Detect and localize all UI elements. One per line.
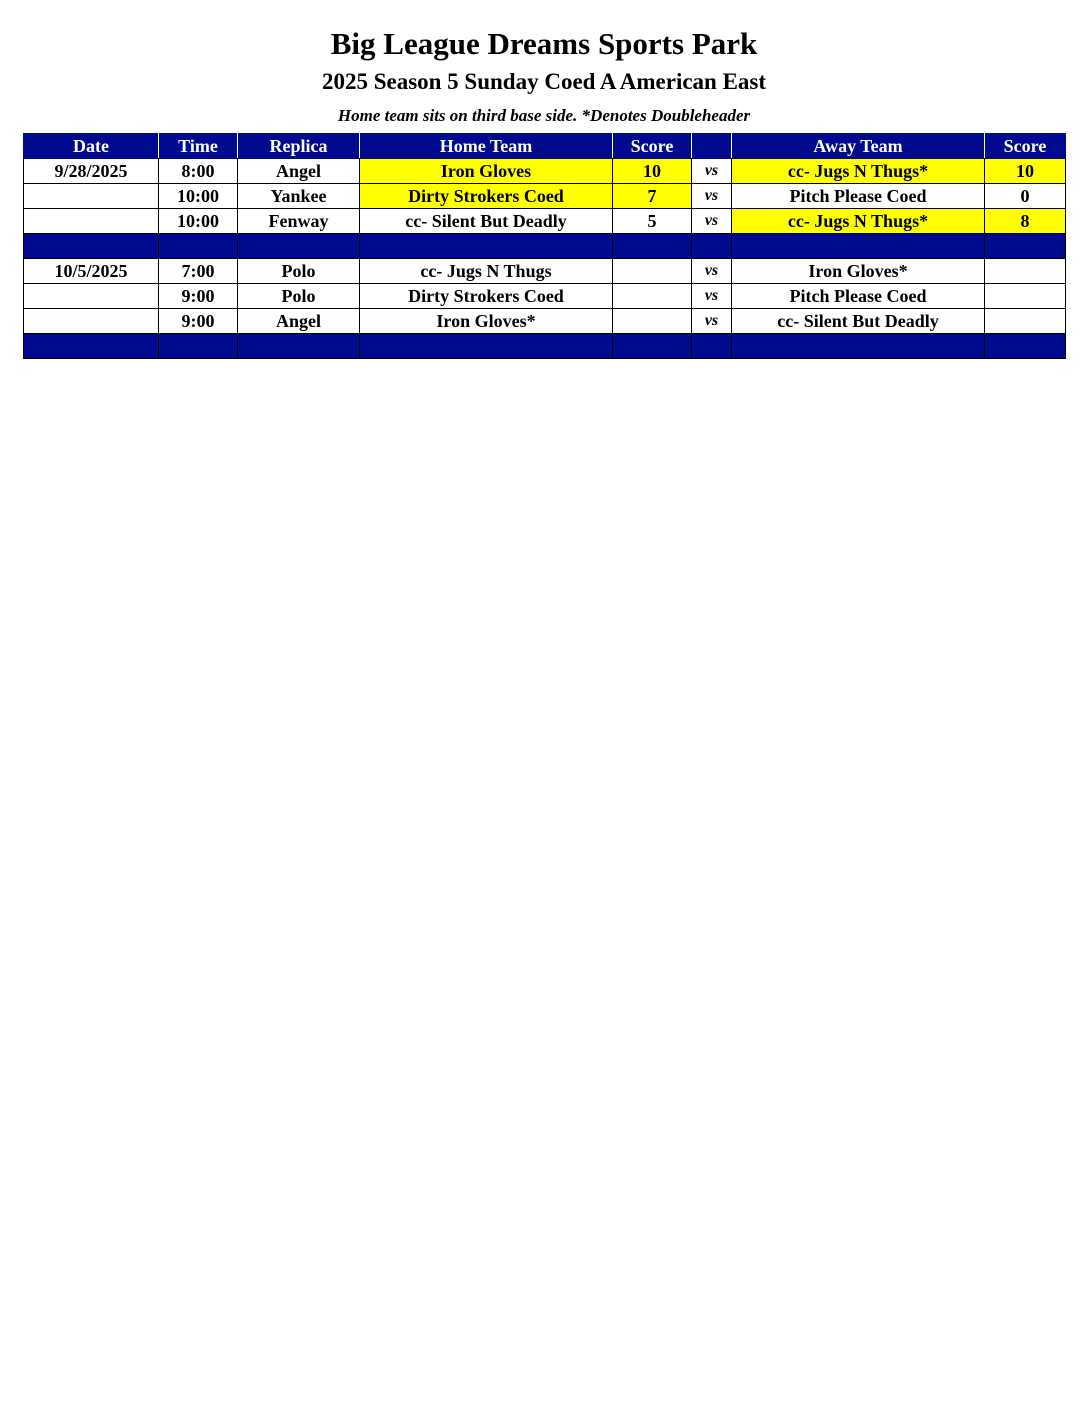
- date-cell: 10/5/2025: [24, 259, 159, 284]
- time-cell: 10:00: [159, 209, 238, 234]
- separator-cell: [985, 234, 1066, 259]
- home-team-cell: Iron Gloves*: [360, 309, 613, 334]
- table-row: [24, 159, 1066, 184]
- separator-cell: [613, 334, 692, 359]
- table-row: [24, 309, 1066, 334]
- time-cell: 7:00: [159, 259, 238, 284]
- column-header-home-team: Home Team: [360, 134, 613, 159]
- column-header-replica: Replica: [238, 134, 360, 159]
- vs-cell: vs: [692, 309, 732, 334]
- doubleheader-note: Home team sits on third base side. *Denotes Doubleheader: [337, 106, 751, 125]
- column-header-date: Date: [24, 134, 159, 159]
- column-header-time: Time: [159, 134, 238, 159]
- away-team-cell: cc- Jugs N Thugs*: [732, 159, 985, 184]
- separator-cell: [692, 234, 732, 259]
- replica-cell: Angel: [238, 309, 360, 334]
- vs-cell: vs: [692, 259, 732, 284]
- column-header-away-score: Score: [985, 134, 1066, 159]
- away-score-cell: 8: [985, 209, 1066, 234]
- separator-cell: [360, 334, 613, 359]
- away-score-cell: 10: [985, 159, 1066, 184]
- replica-cell: Polo: [238, 284, 360, 309]
- separator-cell: [360, 234, 613, 259]
- replica-cell: Fenway: [238, 209, 360, 234]
- away-team-cell: cc- Jugs N Thugs*: [732, 209, 985, 234]
- column-header-home-score: Score: [613, 134, 692, 159]
- away-team-cell: cc- Silent But Deadly: [732, 309, 985, 334]
- date-cell: [24, 209, 159, 234]
- vs-cell: vs: [692, 209, 732, 234]
- home-team-cell: cc- Silent But Deadly: [360, 209, 613, 234]
- home-team-cell: cc- Jugs N Thugs: [360, 259, 613, 284]
- date-cell: [24, 284, 159, 309]
- away-team-cell: Pitch Please Coed: [732, 284, 985, 309]
- separator-cell: [238, 334, 360, 359]
- page-title: Big League Dreams Sports Park: [330, 26, 758, 61]
- separator-cell: [613, 234, 692, 259]
- date-cell: 9/28/2025: [24, 159, 159, 184]
- time-cell: 10:00: [159, 184, 238, 209]
- home-team-cell: Dirty Strokers Coed: [360, 284, 613, 309]
- vs-cell: vs: [692, 159, 732, 184]
- away-score-cell: [985, 309, 1066, 334]
- replica-cell: Yankee: [238, 184, 360, 209]
- separator-cell: [238, 234, 360, 259]
- home-score-cell: 5: [613, 209, 692, 234]
- table-header-row: [24, 134, 1066, 159]
- table-row: [24, 184, 1066, 209]
- separator-cell: [732, 334, 985, 359]
- home-score-cell: 10: [613, 159, 692, 184]
- away-score-cell: [985, 259, 1066, 284]
- home-score-cell: [613, 259, 692, 284]
- separator-row: [24, 334, 1066, 359]
- date-cell: [24, 184, 159, 209]
- vs-cell: vs: [692, 184, 732, 209]
- time-cell: 8:00: [159, 159, 238, 184]
- home-score-cell: [613, 284, 692, 309]
- table-row: [24, 209, 1066, 234]
- time-cell: 9:00: [159, 284, 238, 309]
- away-team-cell: Pitch Please Coed: [732, 184, 985, 209]
- date-cell: [24, 309, 159, 334]
- away-team-cell: Iron Gloves*: [732, 259, 985, 284]
- home-score-cell: [613, 309, 692, 334]
- separator-row: [24, 234, 1066, 259]
- replica-cell: Polo: [238, 259, 360, 284]
- home-team-cell: Iron Gloves: [360, 159, 613, 184]
- schedule-table: [23, 133, 1066, 359]
- page-subtitle: 2025 Season 5 Sunday Coed A American East: [321, 69, 767, 94]
- separator-cell: [692, 334, 732, 359]
- separator-cell: [159, 234, 238, 259]
- separator-cell: [159, 334, 238, 359]
- separator-cell: [24, 334, 159, 359]
- home-team-cell: Dirty Strokers Coed: [360, 184, 613, 209]
- replica-cell: Angel: [238, 159, 360, 184]
- away-score-cell: 0: [985, 184, 1066, 209]
- column-header-away-team: Away Team: [732, 134, 985, 159]
- table-row: [24, 259, 1066, 284]
- vs-cell: vs: [692, 284, 732, 309]
- separator-cell: [732, 234, 985, 259]
- home-score-cell: 7: [613, 184, 692, 209]
- schedule-body: [24, 159, 1066, 359]
- separator-cell: [985, 334, 1066, 359]
- column-header-vs: [692, 134, 732, 159]
- away-score-cell: [985, 284, 1066, 309]
- separator-cell: [24, 234, 159, 259]
- time-cell: 9:00: [159, 309, 238, 334]
- table-row: [24, 284, 1066, 309]
